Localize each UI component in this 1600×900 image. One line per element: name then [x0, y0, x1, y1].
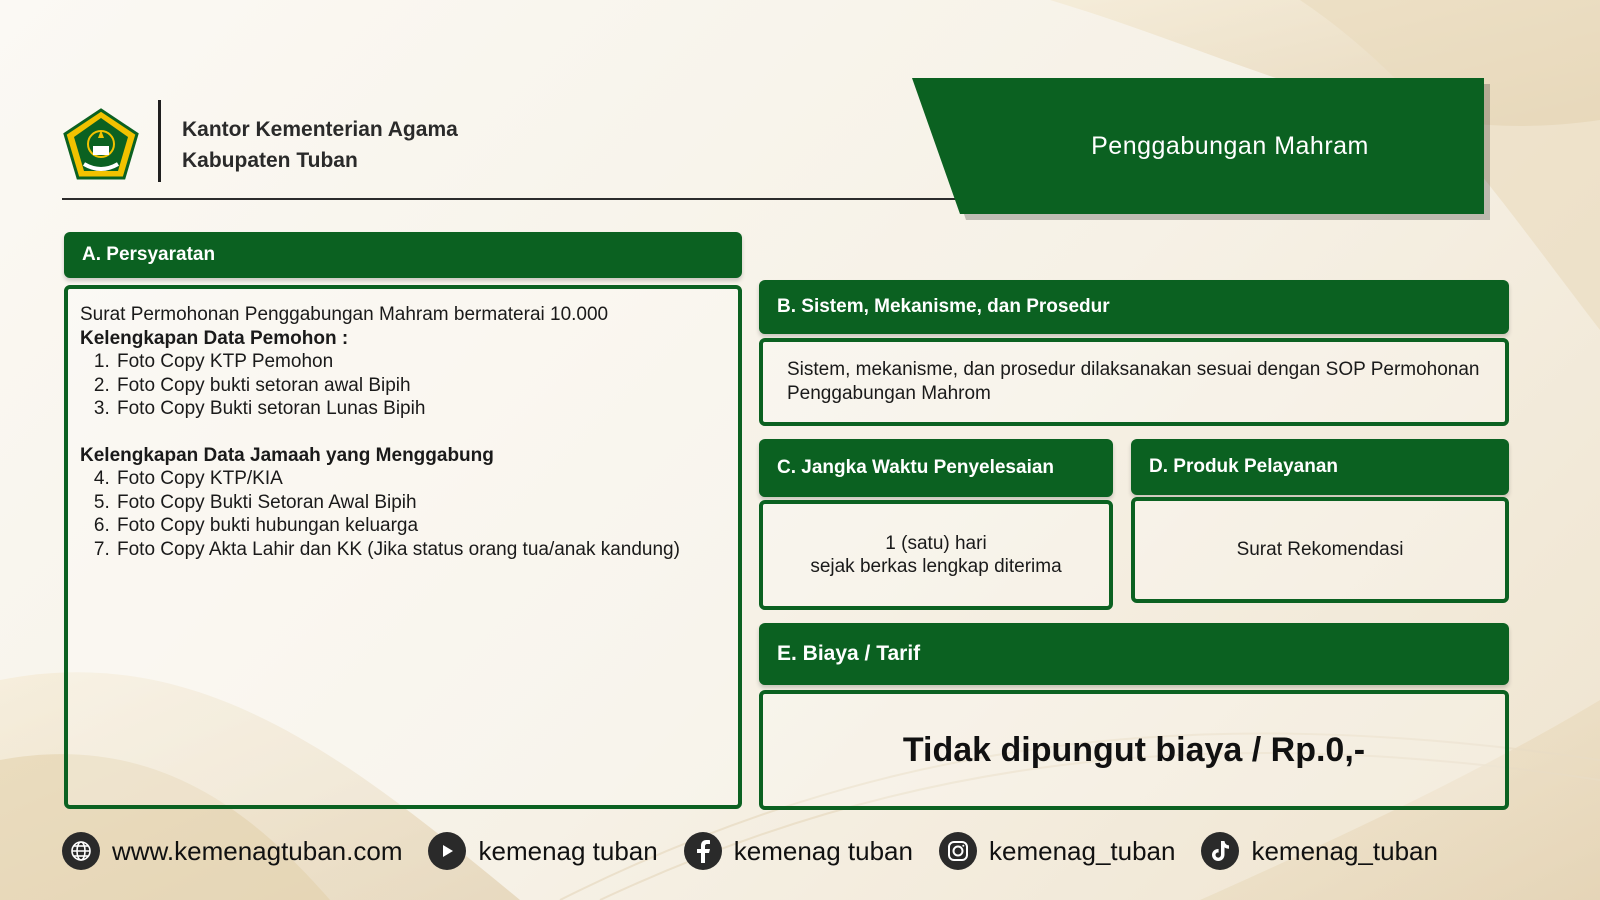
list-item: 6. Foto Copy bukti hubungan keluarga — [115, 514, 728, 538]
youtube-text: kemenag tuban — [478, 835, 658, 866]
page-title: Penggabungan Mahram — [1091, 132, 1369, 160]
section-c-content — [759, 500, 1113, 610]
list-item: 3. Foto Copy Bukti setoran Lunas Bipih — [115, 397, 728, 421]
list-item: 7. Foto Copy Akta Lahir dan KK (Jika status orang tua/anak kandung) — [115, 538, 728, 562]
list-item: 5. Foto Copy Bukti Setoran Awal Bipih — [115, 491, 728, 515]
youtube-play-icon — [428, 832, 466, 870]
duration-value: 1 (satu) hari — [885, 532, 987, 554]
section-b-content: Sistem, mekanisme, dan prosedur dilaksanakan sesuai dengan SOP Permohonan Penggabungan Mahrom — [759, 338, 1509, 426]
list-item: 4. Foto Copy KTP/KIA — [115, 467, 728, 491]
instagram-text: kemenag_tuban — [988, 835, 1176, 866]
section-b-header: B. Sistem, Mekanisme, dan Prosedur — [759, 280, 1509, 334]
facebook-text: kemenag tuban — [733, 835, 913, 866]
social-footer — [62, 832, 1464, 870]
section-c-header: C. Jangka Waktu Penyelesaian — [759, 439, 1113, 497]
joining-pilgrim-data-list — [80, 467, 728, 561]
list-item: 2. Foto Copy bukti setoran awal Bipih — [115, 374, 728, 398]
org-line-2: Kabupaten Tuban — [182, 149, 358, 172]
tiktok-text: kemenag_tuban — [1251, 835, 1438, 866]
org-line-1: Kantor Kementerian Agama — [182, 118, 458, 141]
instagram-icon — [939, 832, 977, 870]
requirement-intro: Surat Permohonan Penggabungan Mahram bermaterai 10.000 — [80, 304, 609, 325]
list-item: 1. Foto Copy KTP Pemohon — [115, 350, 728, 374]
header-separator — [158, 100, 161, 182]
duration-note: sejak berkas lengkap diterima — [810, 556, 1062, 577]
facebook-link[interactable] — [684, 832, 913, 870]
youtube-link[interactable] — [428, 832, 657, 870]
header-divider — [62, 198, 962, 200]
website-link[interactable] — [62, 832, 402, 870]
applicant-data-title: Kelengkapan Data Pemohon : — [80, 327, 349, 349]
section-e-header: E. Biaya / Tarif — [759, 623, 1509, 685]
instagram-link[interactable] — [939, 832, 1175, 870]
section-d-header: D. Produk Pelayanan — [1131, 439, 1509, 495]
joining-pilgrim-data-title: Kelengkapan Data Jamaah yang Menggabung — [80, 444, 494, 466]
kemenag-logo — [62, 108, 140, 180]
section-d-content: Surat Rekomendasi — [1131, 497, 1509, 603]
facebook-icon — [684, 832, 722, 870]
website-text: www.kemenagtuban.com — [112, 835, 403, 866]
section-e-content: Tidak dipungut biaya / Rp.0,- — [759, 690, 1509, 810]
organization-name — [182, 114, 458, 176]
tiktok-link[interactable] — [1201, 832, 1437, 870]
section-a-header: A. Persyaratan — [64, 232, 742, 278]
section-a-content — [64, 285, 742, 809]
applicant-data-list — [80, 350, 728, 421]
globe-icon — [62, 832, 100, 870]
tiktok-icon — [1201, 832, 1239, 870]
